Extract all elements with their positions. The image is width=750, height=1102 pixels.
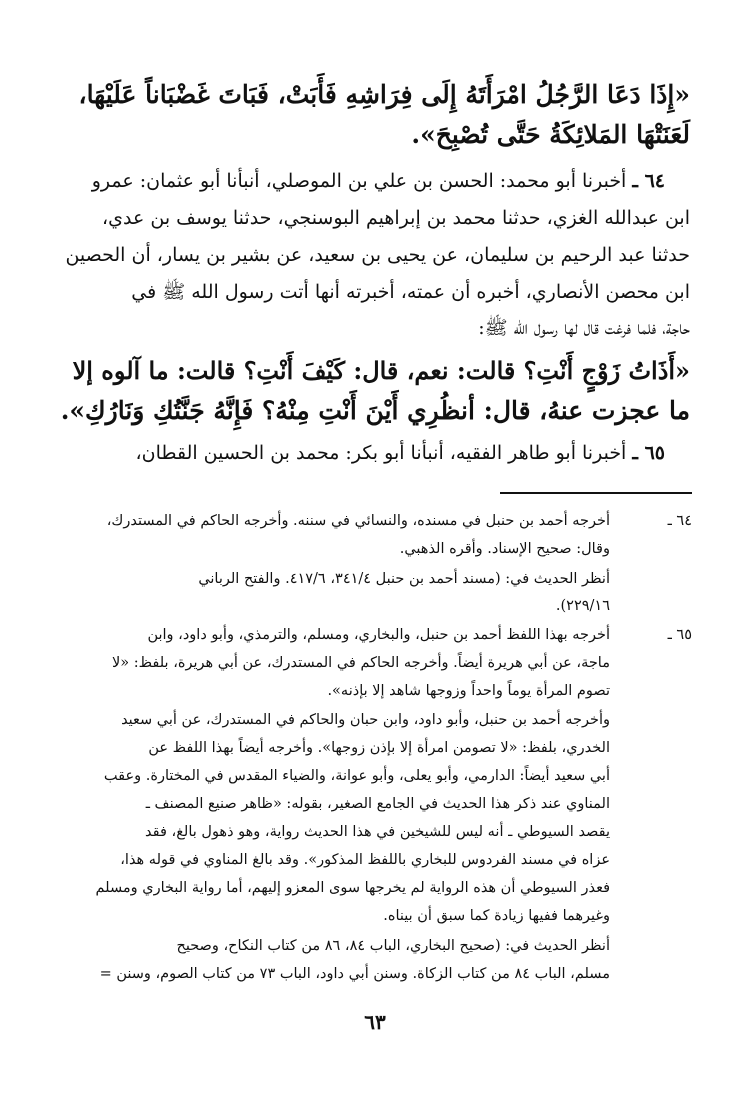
footnote-line: أخرجه بهذا اللفظ أحمد بن حنبل، والبخاري، ومسلم، والترمذي، وأبو داود، وابن <box>147 627 610 643</box>
narration-text: أخبرنا أبو محمد: الحسن بن علي بن الموصلي، أنبأنا أبو عثمان: عمرو <box>91 170 627 192</box>
footnote-line: مسلم، الباب ٨٤ من كتاب الزكاة. وسنن أبي داود، الباب ٧٣ من كتاب الصوم، وسنن = <box>99 966 610 982</box>
narration-line: حاجة، فلما فرغت قال لها رسول الله ﷺ: <box>478 317 690 339</box>
narration-number: ٦٥ ـ <box>632 442 665 464</box>
narration-line: حدثنا عبد الرحيم بن سليمان، عن يحيى بن سعيد، عن بشير بن يسار، أن الحصين <box>65 244 690 266</box>
footnote-line: ماجة، عن أبي هريرة أيضاً. وأخرجه الحاكم في المستدرك، عن أبي هريرة، بلفظ: «لا <box>112 655 610 671</box>
hadith-text-line: «أَذَاتُ زَوْجٍ أَنْتِ؟ قالت: نعم، قال: كَيْفَ أَنْتِ؟ قالت: ما آلوه إلا <box>72 357 690 385</box>
footnote-line: أنظر الحديث في: (صحيح البخاري، الباب ٨٤، ٨٦ من كتاب النكاح، وصحيح <box>176 938 610 954</box>
narration-line <box>60 170 665 192</box>
footnote-line: أنظر الحديث في: (مسند أحمد بن حنبل ٣٤١/٤، ٤١٧/٦. والفتح الرباني <box>198 571 610 587</box>
narration-number: ٦٤ ـ <box>632 170 665 192</box>
footnote-line: وقال: صحيح الإسناد. وأقره الذهبي. <box>399 541 610 557</box>
footnote-line: الخدري، بلفظ: «لا تصومن امرأة إلا بإذن زوجها». وأخرجه أيضاً بهذا اللفظ عن <box>148 740 610 756</box>
footnote-line: المناوي عند ذكر هذا الحديث في الجامع الصغير، بقوله: «ظاهر صنيع المصنف ـ <box>145 796 610 812</box>
hadith-text-line: ما عجزت عنهُ، قال: أنظُرِي أَيْنَ أَنْتِ مِنْهُ؟ فَإِنَّهُ جَنَّتُكِ وَنَارُكِ». <box>60 396 690 425</box>
page-number: ٦٣ <box>364 1010 386 1034</box>
hadith-text-line: لَعَنَتْهَا المَلائِكَةُ حَتَّى تُصْبِحَ». <box>411 120 690 149</box>
narration-line: ابن عبدالله الغزي، حدثنا محمد بن إبراهيم البوسنجي، حدثنا يوسف بن عدي، <box>102 207 690 229</box>
footnote-line: أبي سعيد أيضاً: الدارمي، وأبو يعلى، وأبو عوانة، والضياء المقدس في المختارة. وعقب <box>103 768 610 784</box>
footnote-line: أخرجه أحمد بن حنبل في مسنده، والنسائي في سننه. وأخرجه الحاكم في المستدرك، <box>106 513 610 529</box>
footnote-line: فعذر السيوطي أن هذه الرواية لم يخرجها سوى المعزو إليهم، أما رواية البخاري ومسلم <box>95 880 610 896</box>
footnote-separator <box>500 492 692 494</box>
footnote-line: تصوم المرأة يوماً واحداً وزوجها شاهد إلا بإذنه». <box>327 683 610 699</box>
footnote-line: يقصد السيوطي ـ أنه ليس للشيخين في هذا الحديث رواية، وهو ذهول بالغ، فقد <box>145 824 610 840</box>
footnote-line: عزاه في مسند الفردوس للبخاري باللفظ المذكور». وقد بالغ المناوي في قوله هذا، <box>120 852 610 868</box>
footnote-line: وغيرهما ففيها زيادة كما سبق أن بيناه. <box>383 908 610 924</box>
narration-line <box>60 442 665 464</box>
footnote-line: ٢٢٩/١٦). <box>555 598 610 614</box>
footnote-number: ٦٥ ـ <box>667 627 692 643</box>
footnote-line: وأخرجه أحمد بن حنبل، وأبو داود، وابن حبان والحاكم في المستدرك، عن أبي سعيد <box>121 712 610 728</box>
footnote-number: ٦٤ ـ <box>667 513 692 529</box>
narration-text: أخبرنا أبو طاهر الفقيه، أنبأنا أبو بكر: محمد بن الحسين القطان، <box>135 442 627 464</box>
hadith-text-line: «إِذَا دَعَا الرَّجُلُ امْرَأَتَهُ إِلَى فِرَاشِهِ فَأَبَتْ، فَبَاتَ غَضْبَاناً عَلَيْهَا، <box>78 80 690 109</box>
narration-line: ابن محصن الأنصاري، أخبره أن عمته، أخبرته أنها أتت رسول الله ﷺ في <box>131 281 690 303</box>
